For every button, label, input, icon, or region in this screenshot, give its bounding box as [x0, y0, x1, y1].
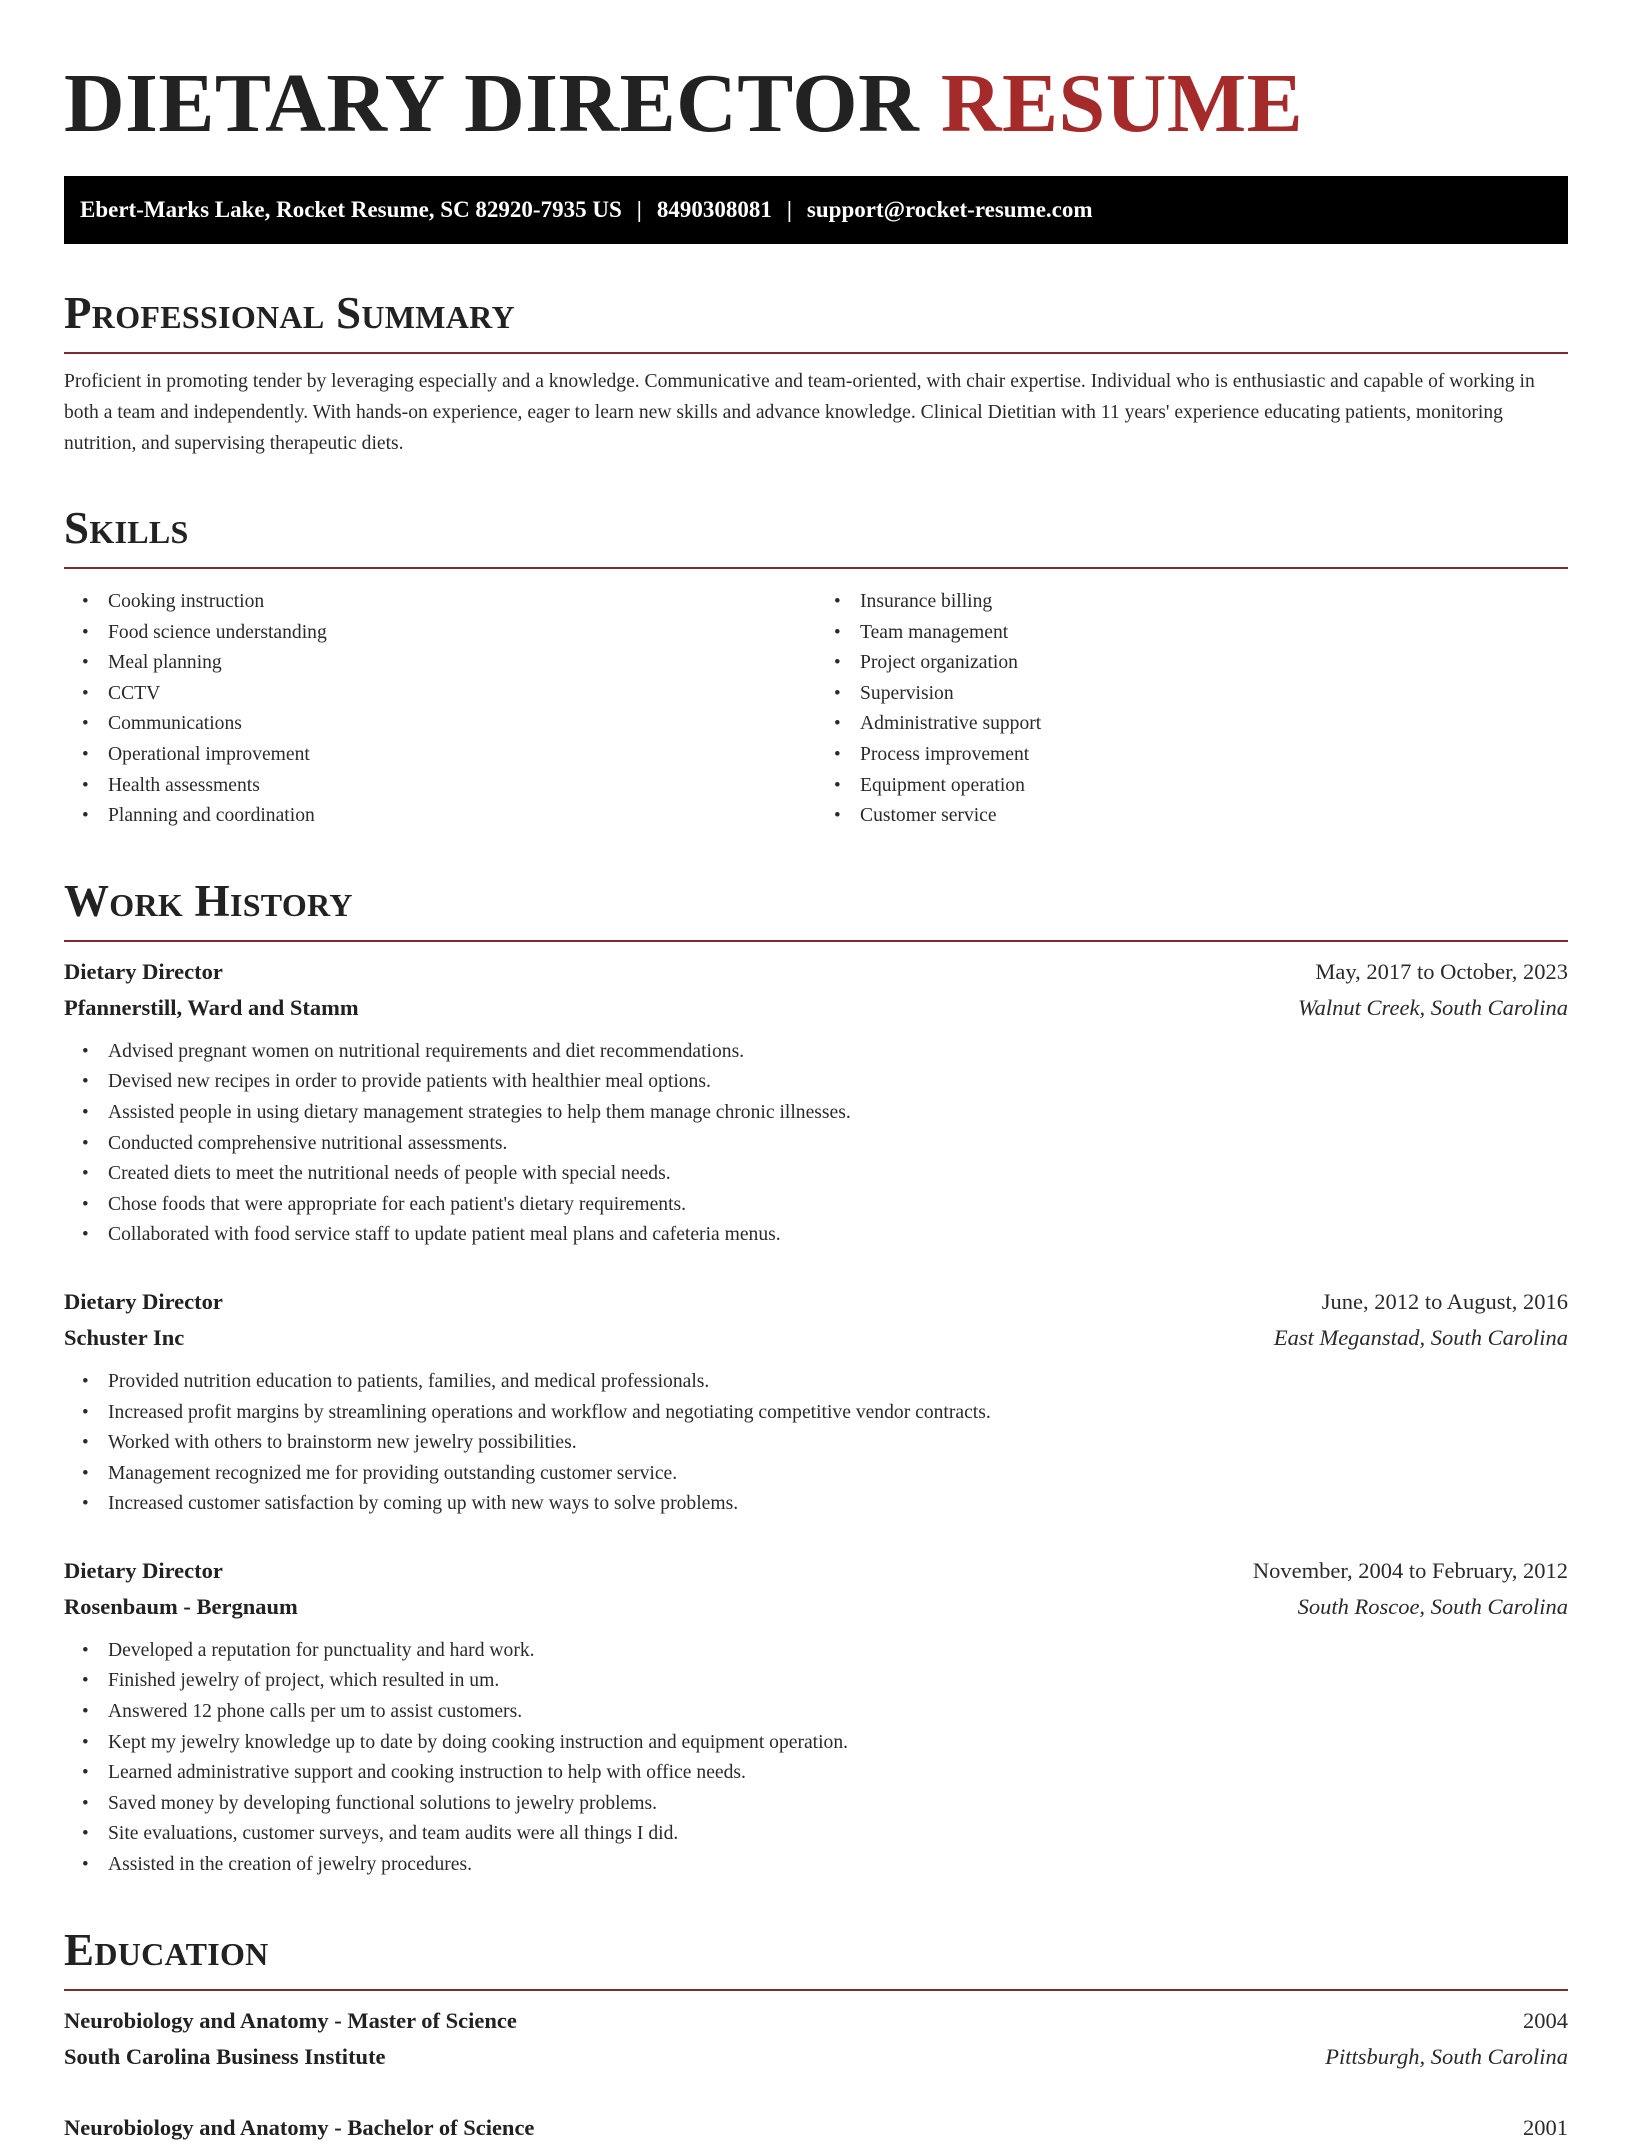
- skill-item: • Equipment operation: [860, 771, 1568, 802]
- job-bullets: [64, 1636, 1568, 1881]
- skill-item: • Project organization: [860, 648, 1568, 679]
- contact-email: support@rocket-resume.com: [806, 197, 1093, 222]
- job-dates: November, 2004 to February, 2012: [1252, 1557, 1568, 1583]
- contact-bar: [64, 176, 1568, 244]
- job-bullet: • Management recognized me for providing outstanding customer service.: [108, 1459, 1568, 1490]
- job-bullets: [64, 1367, 1568, 1520]
- skill-item: • Operational improvement: [108, 740, 816, 771]
- job-location: South Roscoe, South Carolina: [1297, 1593, 1568, 1619]
- skills-column-left: [64, 587, 816, 832]
- job-dates: June, 2012 to August, 2016: [1321, 1288, 1568, 1314]
- job-entry: [64, 1284, 1568, 1520]
- job-bullet: • Devised new recipes in order to provide patients with healthier meal options.: [108, 1067, 1568, 1098]
- section-divider: [64, 940, 1568, 942]
- skill-item: • Communications: [108, 709, 816, 740]
- skill-item: • Administrative support: [860, 709, 1568, 740]
- education-school-row: [64, 2039, 1568, 2075]
- education-year: 2001: [1523, 2114, 1568, 2140]
- education-degree: Neurobiology and Anatomy - Master of Science: [64, 2007, 517, 2033]
- job-bullet: • Created diets to meet the nutritional needs of people with special needs.: [108, 1159, 1568, 1190]
- education-entry: [64, 2003, 1568, 2075]
- job-bullet: • Developed a reputation for punctuality and hard work.: [108, 1636, 1568, 1667]
- skill-item: • Cooking instruction: [108, 587, 816, 618]
- skill-item: • Process improvement: [860, 740, 1568, 771]
- job-header-row: [64, 1284, 1568, 1320]
- job-entry: [64, 1553, 1568, 1881]
- resume-title: [64, 54, 1568, 154]
- skill-item: • Insurance billing: [860, 587, 1568, 618]
- job-bullet: • Collaborated with food service staff to update patient meal plans and cafeteria menus.: [108, 1220, 1568, 1251]
- job-header-row: [64, 954, 1568, 990]
- job-title: Dietary Director: [64, 1288, 223, 1314]
- summary-text: Proficient in promoting tender by leveraging especially and a knowledge. Communicative and team-oriented, with chair expertise. Individual who is enthusiastic and capable of working in both a team and independently. With hands-on experience, eager to learn new skills and advance knowledge. Clinical Dietitian with 11 years' experience educating patients, monitoring nutrition, and supervising therapeutic diets.: [64, 371, 1535, 454]
- skill-item: • Supervision: [860, 679, 1568, 710]
- job-company: Rosenbaum - Bergnaum: [64, 1593, 298, 1619]
- section-divider: [64, 352, 1568, 354]
- job-bullet: • Finished jewelry of project, which resulted in um.: [108, 1666, 1568, 1697]
- skill-item: • Meal planning: [108, 648, 816, 679]
- job-company-row: [64, 1320, 1568, 1356]
- skill-item: • Planning and coordination: [108, 801, 816, 832]
- skill-item: • Team management: [860, 618, 1568, 649]
- education-year: 2004: [1523, 2007, 1568, 2033]
- education-degree-row: [64, 2110, 1568, 2146]
- contact-address: Ebert-Marks Lake, Rocket Resume, SC 82920-7935 US: [80, 197, 622, 222]
- work-history-heading: Work History: [64, 875, 353, 926]
- section-divider: [64, 567, 1568, 569]
- job-entry: [64, 954, 1568, 1251]
- education-location: Pittsburgh, South Carolina: [1325, 2043, 1568, 2069]
- contact-separator: |: [786, 197, 792, 222]
- job-dates: May, 2017 to October, 2023: [1315, 958, 1568, 984]
- job-title: Dietary Director: [64, 1557, 223, 1583]
- skills-heading: Skills: [64, 503, 189, 553]
- job-bullet: • Increased profit margins by streamlining operations and workflow and negotiating competitive vendor contracts.: [108, 1398, 1568, 1429]
- job-bullet: • Assisted people in using dietary management strategies to help them manage chronic illnesses.: [108, 1098, 1568, 1129]
- job-bullet: • Saved money by developing functional solutions to jewelry problems.: [108, 1789, 1568, 1820]
- job-bullet: • Advised pregnant women on nutritional requirements and diet recommendations.: [108, 1037, 1568, 1068]
- job-bullet: • Kept my jewelry knowledge up to date by doing cooking instruction and equipment operation.: [108, 1728, 1568, 1759]
- contact-phone: 8490308081: [656, 197, 772, 222]
- education-degree: Neurobiology and Anatomy - Bachelor of Science: [64, 2114, 535, 2140]
- education-heading: Education: [64, 1924, 269, 1975]
- skills-column-right: [816, 587, 1568, 832]
- skill-item: • CCTV: [108, 679, 816, 710]
- job-header-row: [64, 1553, 1568, 1589]
- job-company: Pfannerstill, Ward and Stamm: [64, 994, 359, 1020]
- job-bullet: • Chose foods that were appropriate for each patient's dietary requirements.: [108, 1190, 1568, 1221]
- job-title: Dietary Director: [64, 958, 223, 984]
- skill-item: • Health assessments: [108, 771, 816, 802]
- job-bullets: [64, 1037, 1568, 1251]
- education-entry: [64, 2110, 1568, 2146]
- skill-item: • Customer service: [860, 801, 1568, 832]
- education-degree-row: [64, 2003, 1568, 2039]
- skill-item: • Food science understanding: [108, 618, 816, 649]
- job-location: East Meganstad, South Carolina: [1273, 1324, 1568, 1350]
- job-bullet: • Provided nutrition education to patients, families, and medical professionals.: [108, 1367, 1568, 1398]
- job-bullet: • Increased customer satisfaction by coming up with new ways to solve problems.: [108, 1489, 1568, 1520]
- job-location: Walnut Creek, South Carolina: [1298, 994, 1568, 1020]
- job-bullet: • Answered 12 phone calls per um to assist customers.: [108, 1697, 1568, 1728]
- job-bullet: • Assisted in the creation of jewelry procedures.: [108, 1850, 1568, 1881]
- job-company-row: [64, 1589, 1568, 1625]
- education-school: South Carolina Business Institute: [64, 2043, 386, 2069]
- summary-heading: Professional Summary: [64, 288, 515, 338]
- job-bullet: • Worked with others to brainstorm new jewelry possibilities.: [108, 1428, 1568, 1459]
- job-bullet: • Conducted comprehensive nutritional assessments.: [108, 1129, 1568, 1160]
- job-bullet: • Site evaluations, customer surveys, and team audits were all things I did.: [108, 1819, 1568, 1850]
- job-bullet: • Learned administrative support and cooking instruction to help with office needs.: [108, 1758, 1568, 1789]
- job-company: Schuster Inc: [64, 1324, 185, 1350]
- title-accent: RESUME: [940, 57, 1304, 150]
- section-divider: [64, 1989, 1568, 1991]
- job-company-row: [64, 990, 1568, 1026]
- contact-separator: |: [636, 197, 642, 222]
- skills-grid: [64, 581, 1568, 832]
- title-main: DIETARY DIRECTOR: [64, 57, 920, 150]
